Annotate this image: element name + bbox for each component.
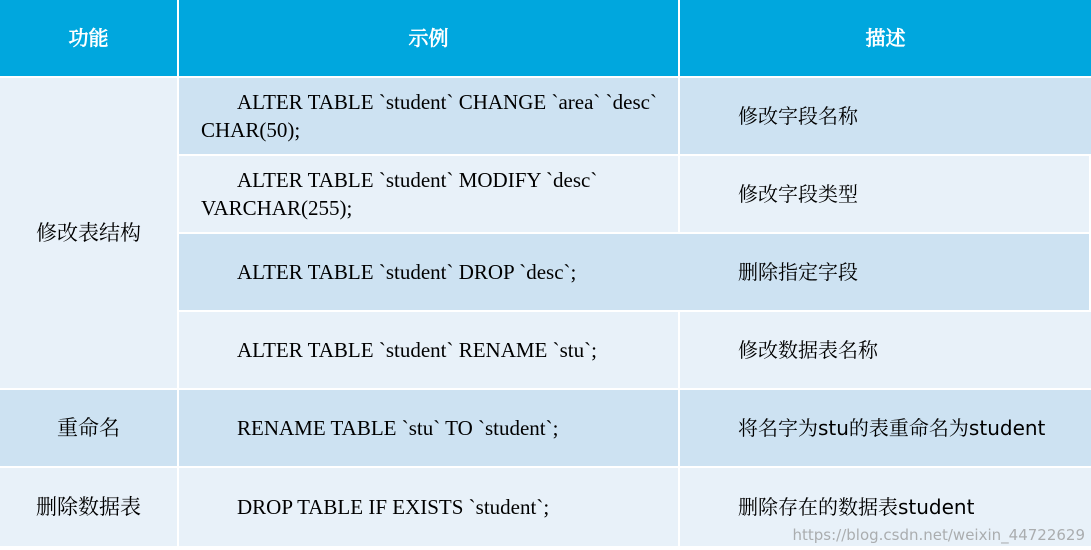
group-alter-cell xyxy=(0,78,179,390)
example-text: ALTER TABLE `student` DROP `desc`; xyxy=(237,260,577,284)
description-text: 删除指定字段 xyxy=(738,260,858,284)
example-cell xyxy=(179,156,680,234)
group-alter-label: 修改表结构 xyxy=(36,221,141,245)
description-text: 修改字段名称 xyxy=(738,104,858,128)
description-cell xyxy=(680,156,1091,234)
example-cell xyxy=(179,78,680,156)
header-example-label: 示例 xyxy=(408,26,449,50)
group-drop-label: 删除数据表 xyxy=(36,495,141,519)
description-text: 删除存在的数据表student xyxy=(738,495,975,519)
header-description xyxy=(680,0,1091,78)
description-cell xyxy=(680,78,1091,156)
description-cell xyxy=(680,312,1091,390)
description-cell xyxy=(680,234,1091,312)
group-rename-label: 重命名 xyxy=(57,416,120,440)
example-text: RENAME TABLE `stu` TO `student`; xyxy=(237,416,559,440)
description-text: 修改数据表名称 xyxy=(738,338,878,362)
example-text: ALTER TABLE `student` MODIFY `desc` VARCHAR(255); xyxy=(201,168,598,220)
example-cell xyxy=(179,234,680,312)
example-text: ALTER TABLE `student` RENAME `stu`; xyxy=(237,338,597,362)
example-cell xyxy=(179,468,680,548)
description-text: 修改字段类型 xyxy=(738,182,858,206)
example-cell xyxy=(179,312,680,390)
group-rename-cell xyxy=(0,390,179,468)
header-function xyxy=(0,0,179,78)
example-text: ALTER TABLE `student` CHANGE `area` `desc` CHAR(50); xyxy=(201,90,657,142)
description-text: 将名字为stu的表重命名为student xyxy=(738,416,1046,440)
header-example xyxy=(179,0,680,78)
description-cell xyxy=(680,390,1091,468)
header-function-label: 功能 xyxy=(68,26,109,50)
example-text: DROP TABLE IF EXISTS `student`; xyxy=(237,495,550,519)
example-cell xyxy=(179,390,680,468)
watermark: https://blog.csdn.net/weixin_44722629 xyxy=(792,526,1085,544)
header-description-label: 描述 xyxy=(865,26,906,50)
group-drop-cell xyxy=(0,468,179,548)
